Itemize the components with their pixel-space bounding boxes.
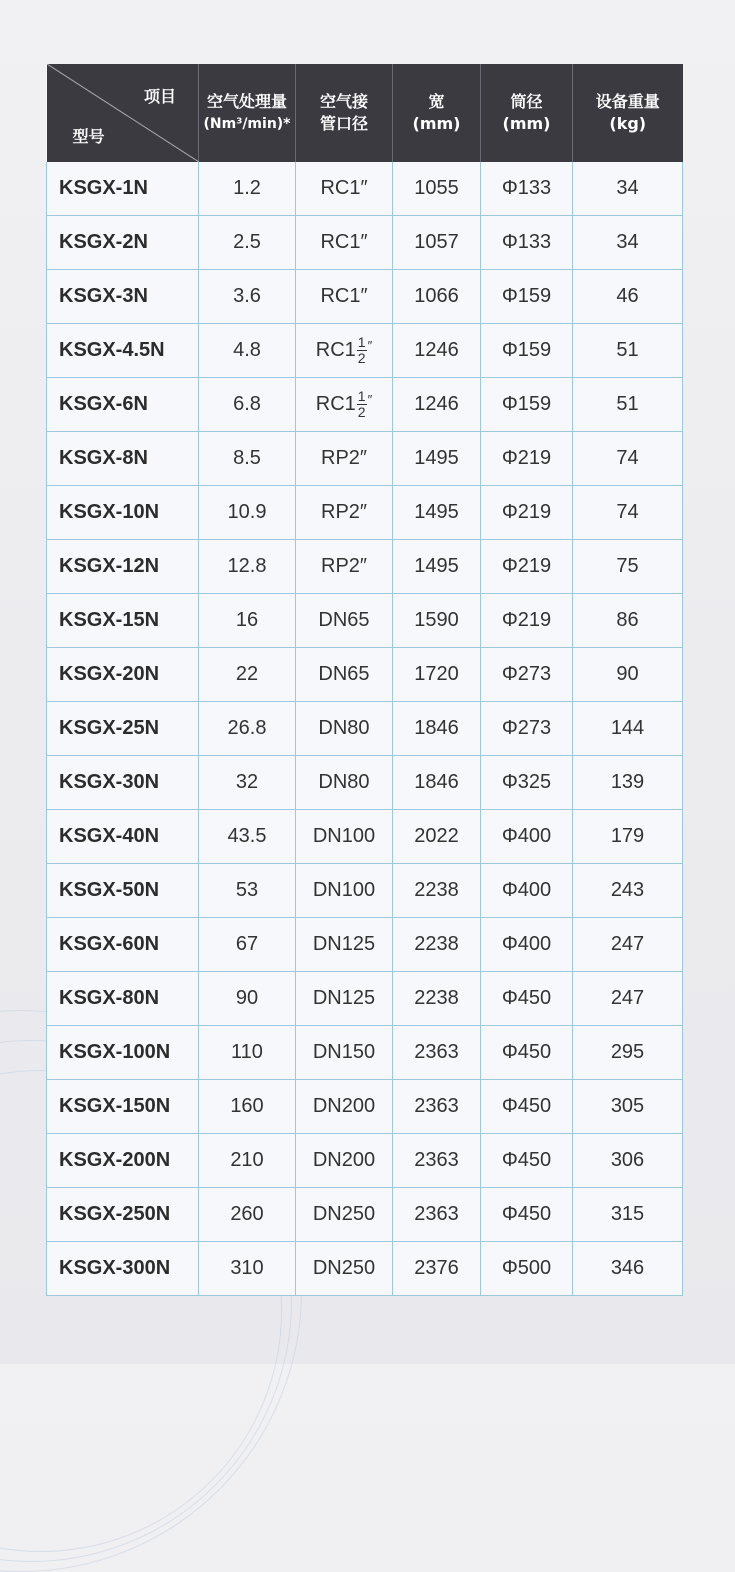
diameter-cell: Φ159 bbox=[481, 270, 573, 324]
pipe-size-cell: DN65 bbox=[296, 594, 393, 648]
width-cell: 1246 bbox=[393, 378, 481, 432]
pipe-size-cell: DN80 bbox=[296, 702, 393, 756]
table-row bbox=[47, 162, 683, 216]
air-flow-cell: 210 bbox=[199, 1134, 296, 1188]
pipe-size-cell bbox=[296, 378, 393, 432]
diameter-cell: Φ219 bbox=[481, 432, 573, 486]
diameter-cell: Φ450 bbox=[481, 1080, 573, 1134]
model-cell: KSGX-200N bbox=[47, 1134, 199, 1188]
width-cell: 1066 bbox=[393, 270, 481, 324]
model-cell: KSGX-80N bbox=[47, 972, 199, 1026]
width-cell: 1846 bbox=[393, 756, 481, 810]
header-air-flow-unit: (Nm³/min)* bbox=[203, 116, 291, 132]
pipe-size-cell: DN250 bbox=[296, 1242, 393, 1296]
corner-header-item: 项目 bbox=[143, 87, 176, 106]
table-row bbox=[47, 702, 683, 756]
model-cell: KSGX-1N bbox=[47, 162, 199, 216]
width-cell: 1495 bbox=[393, 540, 481, 594]
weight-cell: 144 bbox=[573, 702, 683, 756]
header-width-unit: (mm) bbox=[412, 114, 461, 133]
model-cell: KSGX-50N bbox=[47, 864, 199, 918]
diameter-cell: Φ159 bbox=[481, 324, 573, 378]
air-flow-cell: 1.2 bbox=[199, 162, 296, 216]
air-flow-cell: 110 bbox=[199, 1026, 296, 1080]
table-row bbox=[47, 1080, 683, 1134]
diameter-cell: Φ273 bbox=[481, 648, 573, 702]
header-weight bbox=[573, 64, 683, 162]
pipe-size-fraction bbox=[357, 389, 367, 420]
width-cell: 1246 bbox=[393, 324, 481, 378]
width-cell: 1495 bbox=[393, 486, 481, 540]
pipe-size-cell: DN100 bbox=[296, 864, 393, 918]
table-row bbox=[47, 864, 683, 918]
table-header-row bbox=[47, 64, 683, 162]
table-row bbox=[47, 972, 683, 1026]
weight-cell: 247 bbox=[573, 972, 683, 1026]
width-cell: 1495 bbox=[393, 432, 481, 486]
pipe-size-prefix: RC1 bbox=[315, 392, 356, 415]
width-cell: 2363 bbox=[393, 1188, 481, 1242]
weight-cell: 139 bbox=[573, 756, 683, 810]
header-air-flow-label: 空气处理量 bbox=[206, 92, 287, 111]
fraction-denominator: 2 bbox=[357, 404, 366, 420]
pipe-size-prefix: RC1 bbox=[315, 338, 356, 361]
width-cell: 1846 bbox=[393, 702, 481, 756]
width-cell: 1055 bbox=[393, 162, 481, 216]
pipe-size-cell: DN250 bbox=[296, 1188, 393, 1242]
header-diameter-label: 筒径 bbox=[510, 92, 543, 111]
width-cell: 2238 bbox=[393, 972, 481, 1026]
diameter-cell: Φ400 bbox=[481, 918, 573, 972]
spec-table bbox=[46, 64, 683, 1296]
diameter-cell: Φ450 bbox=[481, 972, 573, 1026]
air-flow-cell: 16 bbox=[199, 594, 296, 648]
model-cell: KSGX-150N bbox=[47, 1080, 199, 1134]
table-row bbox=[47, 918, 683, 972]
fraction-denominator: 2 bbox=[357, 350, 366, 366]
pipe-size-cell: RP2″ bbox=[296, 540, 393, 594]
corner-diagonal-line bbox=[47, 64, 199, 162]
header-air-flow bbox=[199, 64, 296, 162]
table-row bbox=[47, 270, 683, 324]
weight-cell: 75 bbox=[573, 540, 683, 594]
weight-cell: 34 bbox=[573, 216, 683, 270]
pipe-size-cell: DN125 bbox=[296, 972, 393, 1026]
air-flow-cell: 43.5 bbox=[199, 810, 296, 864]
diameter-cell: Φ450 bbox=[481, 1026, 573, 1080]
model-cell: KSGX-15N bbox=[47, 594, 199, 648]
diameter-cell: Φ219 bbox=[481, 594, 573, 648]
model-cell: KSGX-25N bbox=[47, 702, 199, 756]
header-weight-label: 设备重量 bbox=[595, 92, 660, 111]
air-flow-cell: 260 bbox=[199, 1188, 296, 1242]
model-cell: KSGX-6N bbox=[47, 378, 199, 432]
width-cell: 2376 bbox=[393, 1242, 481, 1296]
air-flow-cell: 22 bbox=[199, 648, 296, 702]
table-row bbox=[47, 810, 683, 864]
pipe-size-cell: DN65 bbox=[296, 648, 393, 702]
pipe-size-cell bbox=[296, 324, 393, 378]
header-pipe-size-line2: 管口径 bbox=[319, 114, 368, 133]
table-row bbox=[47, 540, 683, 594]
weight-cell: 305 bbox=[573, 1080, 683, 1134]
header-weight-unit: (kg) bbox=[609, 114, 647, 133]
model-cell: KSGX-40N bbox=[47, 810, 199, 864]
corner-header bbox=[47, 64, 199, 162]
table-row bbox=[47, 756, 683, 810]
width-cell: 2363 bbox=[393, 1134, 481, 1188]
diameter-cell: Φ219 bbox=[481, 540, 573, 594]
model-cell: KSGX-20N bbox=[47, 648, 199, 702]
width-cell: 2238 bbox=[393, 864, 481, 918]
table-row bbox=[47, 216, 683, 270]
weight-cell: 346 bbox=[573, 1242, 683, 1296]
air-flow-cell: 10.9 bbox=[199, 486, 296, 540]
weight-cell: 34 bbox=[573, 162, 683, 216]
diameter-cell: Φ133 bbox=[481, 162, 573, 216]
model-cell: KSGX-2N bbox=[47, 216, 199, 270]
air-flow-cell: 4.8 bbox=[199, 324, 296, 378]
weight-cell: 295 bbox=[573, 1026, 683, 1080]
pipe-size-cell: RC1″ bbox=[296, 216, 393, 270]
diameter-cell: Φ450 bbox=[481, 1188, 573, 1242]
header-diameter bbox=[481, 64, 573, 162]
weight-cell: 243 bbox=[573, 864, 683, 918]
pipe-size-suffix: ″ bbox=[367, 391, 373, 407]
weight-cell: 315 bbox=[573, 1188, 683, 1242]
table-row bbox=[47, 378, 683, 432]
diameter-cell: Φ400 bbox=[481, 810, 573, 864]
model-cell: KSGX-300N bbox=[47, 1242, 199, 1296]
pipe-size-cell: DN125 bbox=[296, 918, 393, 972]
weight-cell: 51 bbox=[573, 324, 683, 378]
pipe-size-cell: DN200 bbox=[296, 1080, 393, 1134]
diameter-cell: Φ133 bbox=[481, 216, 573, 270]
air-flow-cell: 90 bbox=[199, 972, 296, 1026]
diameter-cell: Φ450 bbox=[481, 1134, 573, 1188]
weight-cell: 86 bbox=[573, 594, 683, 648]
header-width-label: 宽 bbox=[428, 92, 445, 111]
model-cell: KSGX-30N bbox=[47, 756, 199, 810]
table-row bbox=[47, 1242, 683, 1296]
table-row bbox=[47, 486, 683, 540]
air-flow-cell: 26.8 bbox=[199, 702, 296, 756]
diameter-cell: Φ219 bbox=[481, 486, 573, 540]
air-flow-cell: 6.8 bbox=[199, 378, 296, 432]
weight-cell: 179 bbox=[573, 810, 683, 864]
pipe-size-fraction bbox=[357, 335, 367, 366]
table-row bbox=[47, 432, 683, 486]
diameter-cell: Φ159 bbox=[481, 378, 573, 432]
pipe-size-cell: RC1″ bbox=[296, 270, 393, 324]
model-cell: KSGX-3N bbox=[47, 270, 199, 324]
model-cell: KSGX-100N bbox=[47, 1026, 199, 1080]
air-flow-cell: 12.8 bbox=[199, 540, 296, 594]
air-flow-cell: 67 bbox=[199, 918, 296, 972]
weight-cell: 306 bbox=[573, 1134, 683, 1188]
pipe-size-cell: RP2″ bbox=[296, 432, 393, 486]
spec-table-container bbox=[46, 64, 682, 1296]
diameter-cell: Φ325 bbox=[481, 756, 573, 810]
pipe-size-cell: DN100 bbox=[296, 810, 393, 864]
model-cell: KSGX-12N bbox=[47, 540, 199, 594]
weight-cell: 46 bbox=[573, 270, 683, 324]
weight-cell: 90 bbox=[573, 648, 683, 702]
fraction-numerator: 1 bbox=[357, 388, 366, 404]
table-row bbox=[47, 1188, 683, 1242]
table-row bbox=[47, 594, 683, 648]
width-cell: 2238 bbox=[393, 918, 481, 972]
width-cell: 2363 bbox=[393, 1080, 481, 1134]
air-flow-cell: 32 bbox=[199, 756, 296, 810]
air-flow-cell: 2.5 bbox=[199, 216, 296, 270]
model-cell: KSGX-4.5N bbox=[47, 324, 199, 378]
header-pipe-size bbox=[296, 64, 393, 162]
pipe-size-cell: RC1″ bbox=[296, 162, 393, 216]
pipe-size-cell: RP2″ bbox=[296, 486, 393, 540]
width-cell: 1720 bbox=[393, 648, 481, 702]
model-cell: KSGX-60N bbox=[47, 918, 199, 972]
model-cell: KSGX-250N bbox=[47, 1188, 199, 1242]
air-flow-cell: 53 bbox=[199, 864, 296, 918]
width-cell: 1590 bbox=[393, 594, 481, 648]
pipe-size-suffix: ″ bbox=[367, 337, 373, 353]
header-pipe-size-line1: 空气接 bbox=[319, 92, 368, 111]
fraction-numerator: 1 bbox=[357, 334, 366, 350]
table-row bbox=[47, 648, 683, 702]
diameter-cell: Φ500 bbox=[481, 1242, 573, 1296]
air-flow-cell: 160 bbox=[199, 1080, 296, 1134]
table-row bbox=[47, 324, 683, 378]
table-row bbox=[47, 1026, 683, 1080]
table-row bbox=[47, 1134, 683, 1188]
weight-cell: 74 bbox=[573, 432, 683, 486]
air-flow-cell: 310 bbox=[199, 1242, 296, 1296]
air-flow-cell: 8.5 bbox=[199, 432, 296, 486]
header-diameter-unit: (mm) bbox=[502, 114, 551, 133]
diameter-cell: Φ400 bbox=[481, 864, 573, 918]
width-cell: 2022 bbox=[393, 810, 481, 864]
model-cell: KSGX-10N bbox=[47, 486, 199, 540]
weight-cell: 247 bbox=[573, 918, 683, 972]
diameter-cell: Φ273 bbox=[481, 702, 573, 756]
air-flow-cell: 3.6 bbox=[199, 270, 296, 324]
pipe-size-cell: DN80 bbox=[296, 756, 393, 810]
header-width bbox=[393, 64, 481, 162]
pipe-size-cell: DN150 bbox=[296, 1026, 393, 1080]
corner-header-model: 型号 bbox=[72, 127, 105, 146]
width-cell: 2363 bbox=[393, 1026, 481, 1080]
pipe-size-cell: DN200 bbox=[296, 1134, 393, 1188]
width-cell: 1057 bbox=[393, 216, 481, 270]
model-cell: KSGX-8N bbox=[47, 432, 199, 486]
weight-cell: 51 bbox=[573, 378, 683, 432]
weight-cell: 74 bbox=[573, 486, 683, 540]
